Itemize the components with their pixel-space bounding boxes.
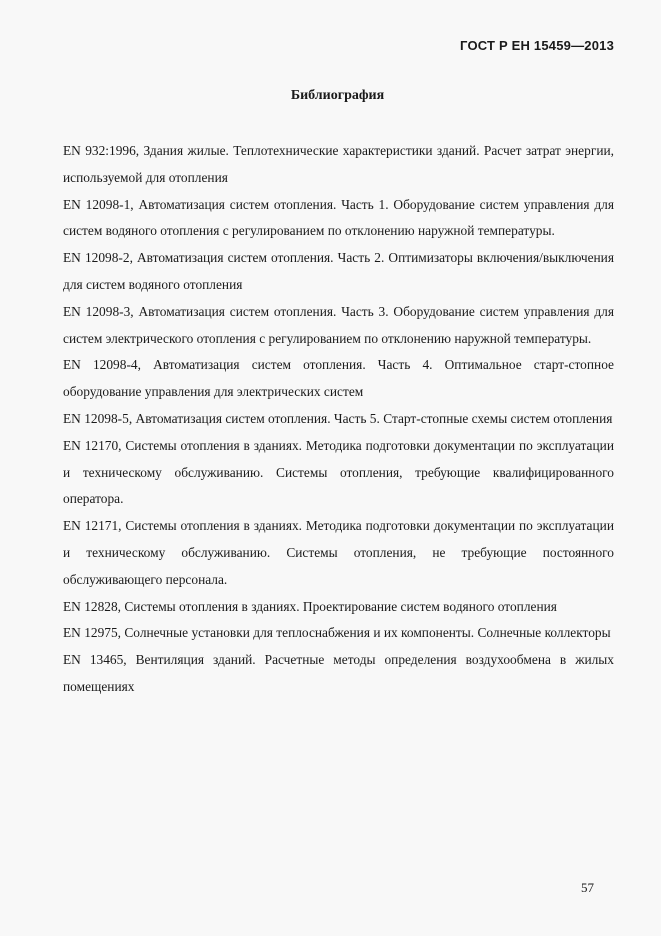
bibliography-entry: EN 12098-3, Автоматизация систем отопления. Часть 3. Оборудование систем управления для систем электрического отопления с регулированием по отклонению наружной температуры. (63, 303, 614, 346)
bibliography-entry: EN 13465, Вентиляция зданий. Расчетные методы определения воздухообмена в жилых помещениях (63, 652, 614, 694)
bibliography-entry: EN 12098-4, Автоматизация систем отопления. Часть 4. Оптимальное старт-стопное оборудование управления для электрических систем (63, 357, 614, 400)
bibliography-entry: EN 12098-5, Автоматизация систем отопления. Часть 5. Старт-стопные схемы систем отопления (63, 410, 613, 426)
bibliography-entry: EN 12170, Системы отопления в зданиях. Методика подготовки документации по эксплуатации и техническому обслуживанию. Системы отопления, требующие квалифицированного оператора. (63, 437, 614, 507)
bibliography-entry: EN 12975, Солнечные установки для теплоснабжения и их компоненты. Солнечные коллекторы (63, 625, 611, 641)
bibliography-entry: EN 12828, Системы отопления в зданиях. Проектирование систем водяного отопления (63, 598, 557, 614)
bibliography-entry: EN 12098-2, Автоматизация систем отопления. Часть 2. Оптимизаторы включения/выключения для систем водяного отопления (63, 250, 614, 292)
document-header: ГОСТ Р ЕН 15459—2013 (460, 38, 614, 53)
page-number: 57 (581, 880, 594, 895)
bibliography-list (63, 138, 614, 701)
bibliography-entry: EN 12171, Системы отопления в зданиях. Методика подготовки документации по эксплуатации и техническому обслуживанию. Системы отопления, не требующие постоянного обслуживающего персонала. (63, 518, 614, 587)
bibliography-entry: EN 12098-1, Автоматизация систем отопления. Часть 1. Оборудование систем управления для систем водяного отопления с регулированием по отклонению наружной температуры. (63, 196, 614, 239)
bibliography-entry: EN 932:1996, Здания жилые. Теплотехнические характеристики зданий. Расчет затрат энергии, используемой для отопления (63, 143, 614, 185)
page-title: Библиография (290, 88, 385, 103)
